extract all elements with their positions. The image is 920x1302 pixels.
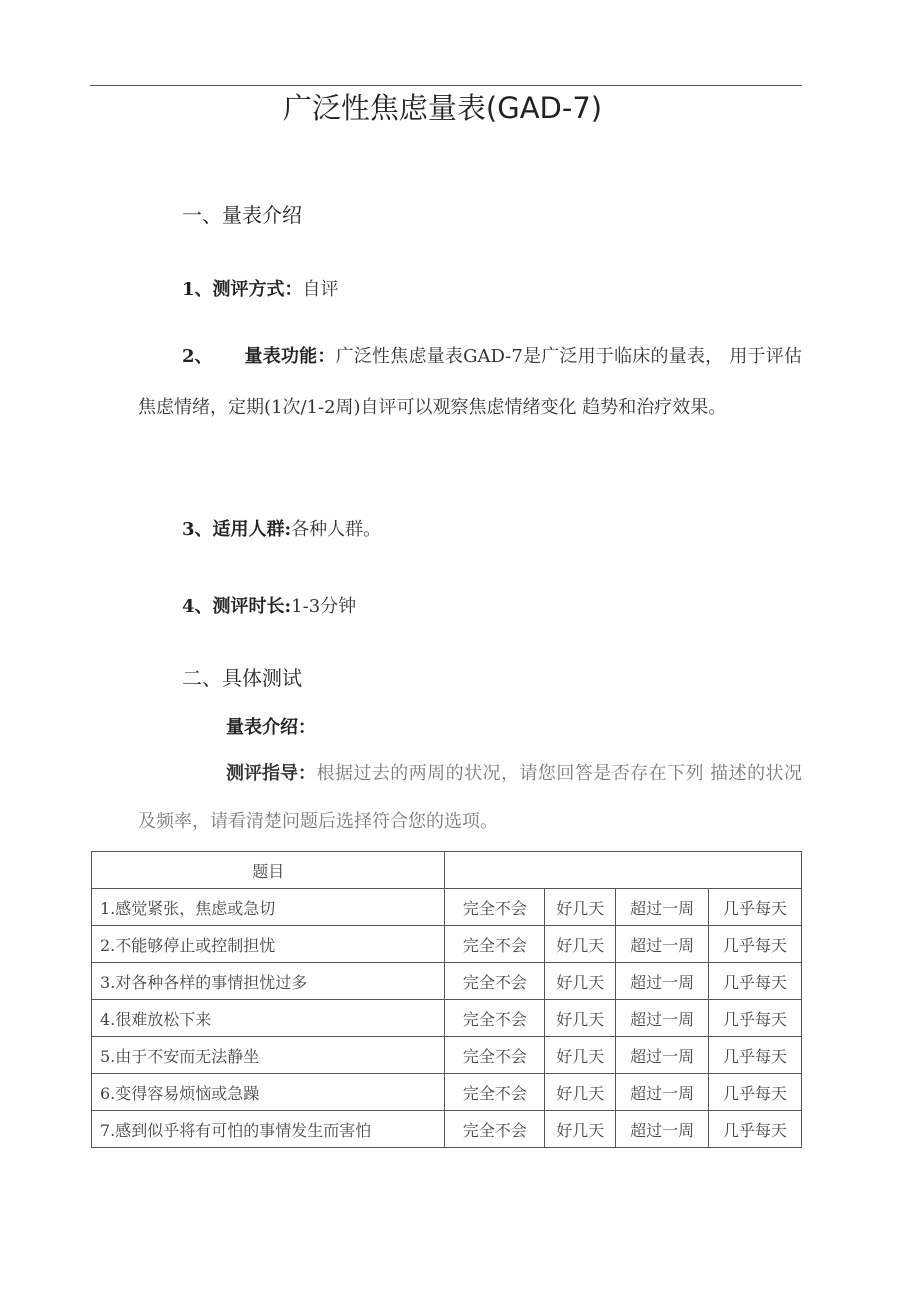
table-row (92, 1000, 802, 1037)
option-nearly-every-day[interactable]: 几乎每天 (709, 1074, 802, 1111)
option-more-than-week[interactable]: 超过一周 (616, 1037, 709, 1074)
gad7-table (91, 851, 802, 1148)
option-more-than-week[interactable]: 超过一周 (616, 1111, 709, 1148)
question-text: 5.由于不安而无法静坐 (92, 1037, 445, 1074)
option-several-days[interactable]: 好几天 (545, 1074, 616, 1111)
population-label: 3、适用人群: (182, 519, 292, 540)
option-nearly-every-day[interactable]: 几乎每天 (709, 926, 802, 963)
option-more-than-week[interactable]: 超过一周 (616, 963, 709, 1000)
option-not-at-all[interactable]: 完全不会 (445, 1074, 545, 1111)
option-not-at-all[interactable]: 完全不会 (445, 963, 545, 1000)
table-header-options (445, 852, 802, 889)
method-label: 1、测评方式： (182, 279, 303, 300)
question-text: 4.很难放松下来 (92, 1000, 445, 1037)
table-row (92, 889, 802, 926)
option-not-at-all[interactable]: 完全不会 (445, 926, 545, 963)
option-several-days[interactable]: 好几天 (545, 1111, 616, 1148)
option-several-days[interactable]: 好几天 (545, 889, 616, 926)
population-line (182, 515, 381, 541)
option-nearly-every-day[interactable]: 几乎每天 (709, 1037, 802, 1074)
question-text: 7.感到似乎将有可怕的事情发生而害怕 (92, 1111, 445, 1148)
table-row (92, 926, 802, 963)
page-title: 广泛性焦虑量表(GAD-7) (282, 91, 603, 125)
guide-label: 测评指导： (226, 763, 316, 784)
table-row (92, 1111, 802, 1148)
scale-intro-line (226, 713, 316, 739)
population-value: 各种人群。 (291, 519, 382, 540)
table-row (92, 1074, 802, 1111)
scale-intro-label: 量表介绍： (226, 717, 316, 738)
option-nearly-every-day[interactable]: 几乎每天 (709, 889, 802, 926)
option-nearly-every-day[interactable]: 几乎每天 (709, 1000, 802, 1037)
duration-line (182, 592, 356, 618)
option-several-days[interactable]: 好几天 (545, 1000, 616, 1037)
section-heading-intro: 一、量表介绍 (182, 203, 302, 227)
function-paragraph (138, 331, 802, 433)
function-label: 量表功能： (244, 346, 336, 367)
method-value: 自评 (302, 279, 339, 300)
table-row (92, 963, 802, 1000)
question-text: 6.变得容易烦恼或急躁 (92, 1074, 445, 1111)
option-not-at-all[interactable]: 完全不会 (445, 1000, 545, 1037)
option-not-at-all[interactable]: 完全不会 (445, 1037, 545, 1074)
option-nearly-every-day[interactable]: 几乎每天 (709, 1111, 802, 1148)
option-several-days[interactable]: 好几天 (545, 1037, 616, 1074)
table-header-question: 题目 (92, 852, 445, 889)
option-not-at-all[interactable]: 完全不会 (445, 889, 545, 926)
option-more-than-week[interactable]: 超过一周 (616, 1074, 709, 1111)
function-text: 广泛性焦虑量表GAD-7是广泛用于临床的量表， 用于评估焦虑情绪，定期(1次/1-2周)自评可以观察焦虑情绪变化 趋势和治疗效果。 (138, 346, 802, 418)
question-text: 3.对各种各样的事情担忧过多 (92, 963, 445, 1000)
question-text: 1.感觉紧张，焦虑或急切 (92, 889, 445, 926)
option-more-than-week[interactable]: 超过一周 (616, 926, 709, 963)
option-nearly-every-day[interactable]: 几乎每天 (709, 963, 802, 1000)
option-several-days[interactable]: 好几天 (545, 963, 616, 1000)
guide-text: 根据过去的两周的状况，请您回答是否存在下列 描述的状况及频率，请看清楚问题后选择符合您的选项。 (138, 763, 802, 832)
duration-label: 4、测评时长: (182, 596, 292, 617)
section-heading-test: 二、具体测试 (182, 666, 302, 690)
guide-paragraph (138, 750, 802, 846)
table-header-row (92, 852, 802, 889)
function-number: 2、 (182, 346, 213, 367)
option-more-than-week[interactable]: 超过一周 (616, 1000, 709, 1037)
duration-value: 1-3分钟 (291, 596, 357, 617)
option-more-than-week[interactable]: 超过一周 (616, 889, 709, 926)
table-row (92, 1037, 802, 1074)
option-not-at-all[interactable]: 完全不会 (445, 1111, 545, 1148)
method-line (182, 275, 339, 301)
question-text: 2.不能够停止或控制担忧 (92, 926, 445, 963)
option-several-days[interactable]: 好几天 (545, 926, 616, 963)
